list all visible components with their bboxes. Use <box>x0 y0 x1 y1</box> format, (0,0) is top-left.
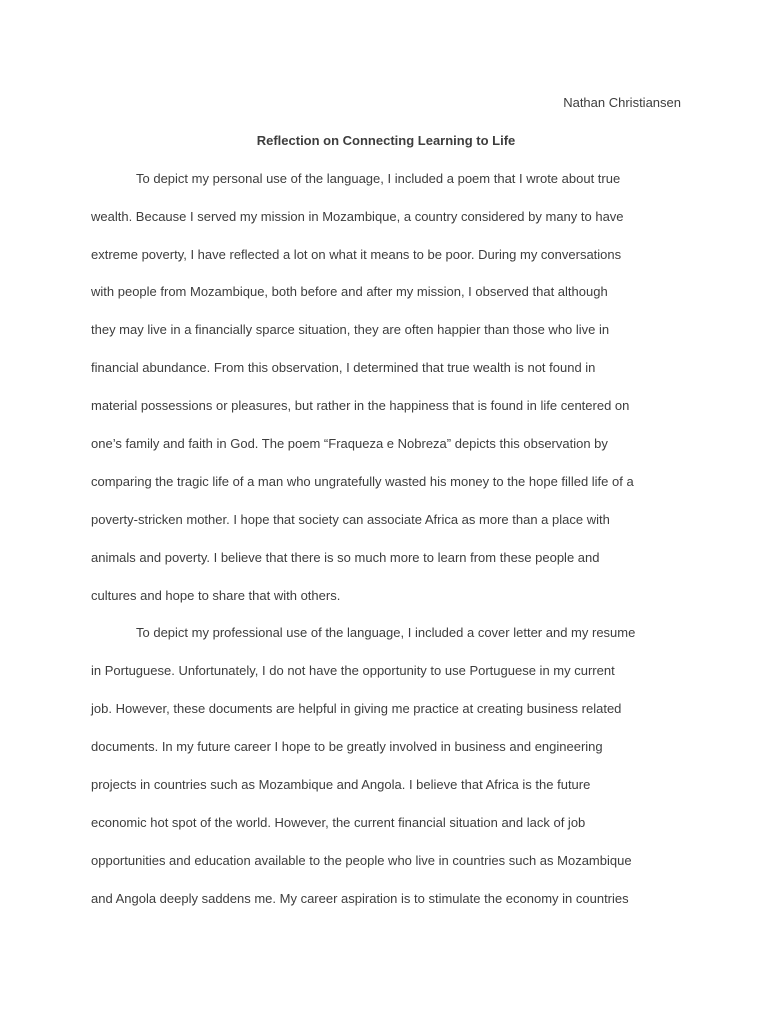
paragraph-line: animals and poverty. I believe that there is so much more to learn from these people and <box>91 549 600 565</box>
paragraph-line: To depict my professional use of the language, I included a cover letter and my resume <box>136 625 636 641</box>
paragraph-line: they may live in a financially sparce situation, they are often happier than those who live in <box>91 322 610 338</box>
paragraph-line: opportunities and education available to the people who live in countries such as Mozambique <box>91 852 632 868</box>
paragraph-line: cultures and hope to share that with others. <box>91 587 341 603</box>
document-body <box>91 84 681 918</box>
paragraph-line: material possessions or pleasures, but rather in the happiness that is found in life centered on <box>91 398 630 414</box>
paragraph-line: comparing the tragic life of a man who ungratefully wasted his money to the hope filled life of a <box>91 473 634 489</box>
paragraph-line: job. However, these documents are helpful in giving me practice at creating business related <box>91 701 622 717</box>
paragraph-line: with people from Mozambique, both before and after my mission, I observed that although <box>91 284 608 300</box>
author-name: Nathan Christiansen <box>563 95 681 110</box>
paragraph-line: wealth. Because I served my mission in Mozambique, a country considered by many to have <box>91 208 624 224</box>
paragraph-line: in Portuguese. Unfortunately, I do not have the opportunity to use Portuguese in my current <box>91 663 615 679</box>
body-paragraph-2 <box>91 614 681 917</box>
paragraph-line: one’s family and faith in God. The poem “Fraqueza e Nobreza” depicts this observation by <box>91 436 608 452</box>
paragraph-line: economic hot spot of the world. However, the current financial situation and lack of job <box>91 814 586 830</box>
body-paragraph-1 <box>91 160 681 615</box>
paragraph-line: extreme poverty, I have reflected a lot on what it means to be poor. During my conversations <box>91 246 622 262</box>
paragraph-line: financial abundance. From this observation, I determined that true wealth is not found in <box>91 360 596 376</box>
paragraph-line: and Angola deeply saddens me. My career aspiration is to stimulate the economy in countries <box>91 890 629 906</box>
paragraph-line: documents. In my future career I hope to be greatly involved in business and engineering <box>91 739 603 755</box>
paragraph-line: projects in countries such as Mozambique and Angola. I believe that Africa is the future <box>91 777 591 793</box>
paragraph-line: poverty-stricken mother. I hope that society can associate Africa as more than a place with <box>91 511 610 527</box>
paragraph-line: To depict my personal use of the language, I included a poem that I wrote about true <box>136 170 621 186</box>
document-title: Reflection on Connecting Learning to Life <box>256 132 516 148</box>
